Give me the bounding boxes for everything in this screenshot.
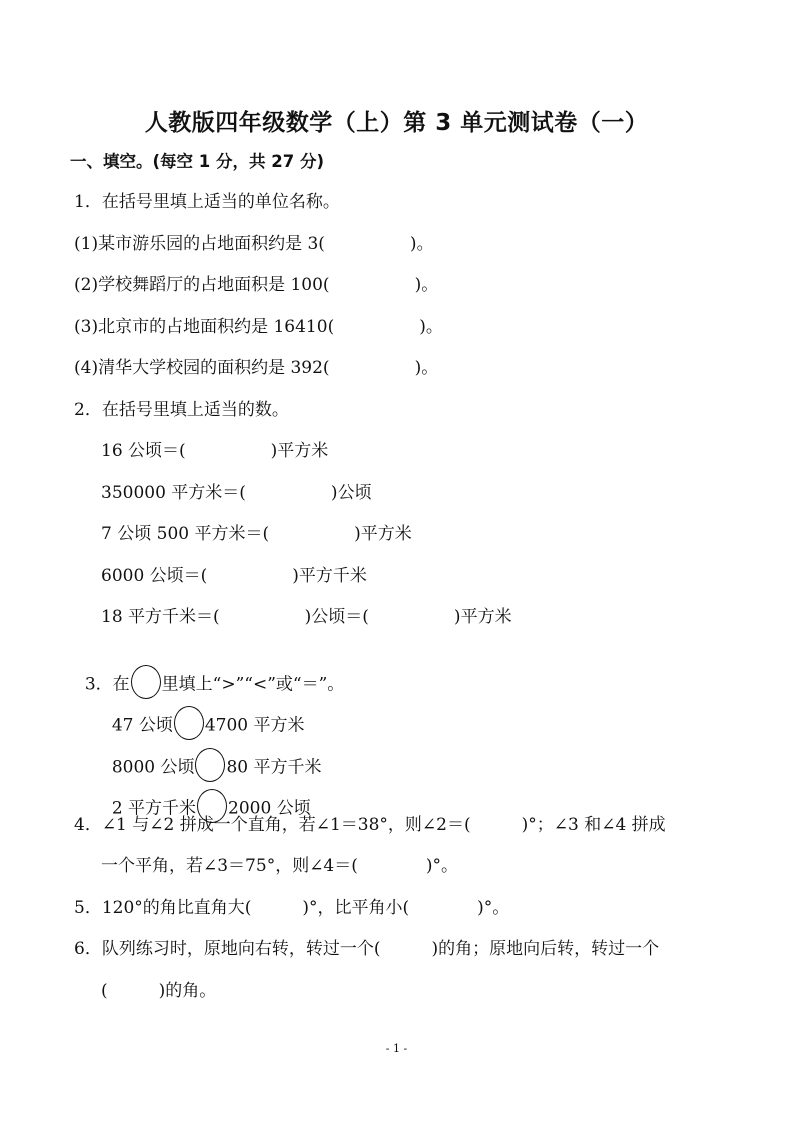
question-1-stem: 1．在括号里填上适当的单位名称。 [74,192,340,212]
question-1-item-4: (4)清华大学校园的面积约是 392( )。 [74,358,439,378]
question-1-item-3: (3)北京市的占地面积约是 16410( )。 [74,317,443,337]
compare-left: 47 公顷 [111,715,173,736]
question-1-item-1: (1)某市游乐园的占地面积约是 3( )。 [74,234,434,254]
question-3-stem-post: 里填上“>”“<”或“＝”。 [161,674,345,695]
compare-left: 2 平方千米 [111,798,197,819]
page-title: 人教版四年级数学（上）第 3 单元测试卷（一） [144,110,649,136]
question-6-line-1: 6．队列练习时，原地向右转，转过一个( )的角；原地向后转，转过一个 [74,939,660,959]
question-2-item-3: 7 公顷 500 平方米＝( )平方米 [101,524,412,544]
question-2-item-1: 16 公顷＝( )平方米 [101,441,329,461]
question-2-item-5: 18 平方千米＝( )公顷＝( )平方米 [101,607,512,627]
question-6-line-2: ( )的角。 [101,981,217,1001]
page-number: - 1 - [385,1042,408,1055]
question-3-stem-pre: 3．在 [84,674,130,695]
compare-left: 8000 公顷 [111,757,195,778]
question-5: 5．120°的角比直角大( )°，比平角小( )°。 [74,898,510,918]
compare-right: 80 平方千米 [226,757,322,778]
compare-right: 4700 平方米 [204,715,305,736]
question-2-stem: 2．在括号里填上适当的数。 [74,400,289,420]
question-1-item-2: (2)学校舞蹈厅的占地面积是 100( )。 [74,275,439,295]
question-4-line-1: 4．∠1 与∠2 拼成一个直角，若∠1＝38°，则∠2＝( )°；∠3 和∠4 拼成 [74,815,666,835]
question-2-item-4: 6000 公顷＝( )平方千米 [101,566,367,586]
question-4-line-2: 一个平角，若∠3＝75°，则∠4＝( )°。 [101,856,459,876]
question-2-item-2: 350000 平方米＝( )公顷 [101,483,372,503]
compare-right: 2000 公顷 [228,798,311,819]
section-heading-fill-blanks: 一、填空。(每空 1 分，共 27 分) [70,152,325,171]
